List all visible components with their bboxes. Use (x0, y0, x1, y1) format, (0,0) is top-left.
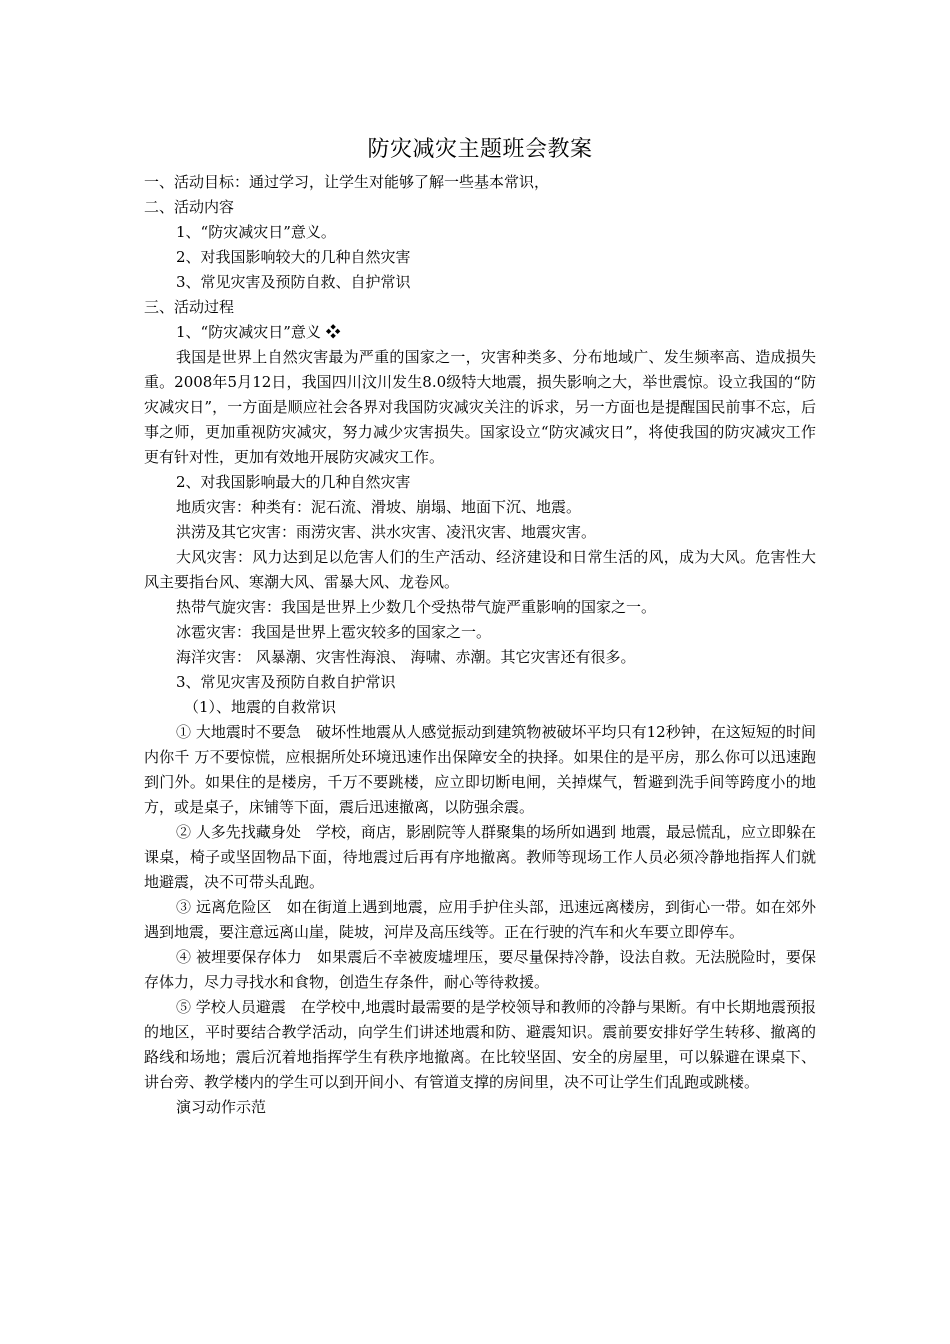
paragraph: 演习动作示范 (176, 1098, 267, 1116)
paragraph: 一、活动目标：通过学习，让学生对能够了解一些基本常识， (144, 173, 550, 191)
paragraph: ⑤ 学校人员避震 在学校中,地震时最需要的是学校领导和教师的冷静与果断。有中长期地震预报的地区，平时要结合教学活动，向学生们讲述地震和防、避震知识。震前要安排好学生转移、撤离的路线和场地；震后沉着地指挥学生有秩序地撤离。在比较坚固、安全的房屋里，可以躲避在课桌下、讲台旁、教学楼内的学生可以到开间小、有管道支撑的房间里，决不可让学生们乱跑或跳楼。 (144, 998, 816, 1091)
paragraph: 海洋灾害： 风暴潮、灾害性海浪、 海啸、赤潮。其它灾害还有很多。 (176, 648, 636, 666)
paragraph-list (144, 170, 816, 1120)
paragraph: 洪涝及其它灾害：雨涝灾害、洪水灾害、凌汛灾害、地震灾害。 (176, 523, 597, 541)
paragraph: 2、对我国影响最大的几种自然灾害 (176, 473, 411, 491)
document-body (144, 132, 816, 1120)
paragraph: 二、活动内容 (144, 198, 235, 216)
page-title: 防灾减灾主题班会教案 (367, 137, 593, 162)
paragraph: 1、“防灾减灾日”意义。 (176, 223, 336, 241)
paragraph: ④ 被埋要保存体力 如果震后不幸被废墟埋压，要尽量保持冷静，设法自救。无法脱险时，要保存体力，尽力寻找水和食物，创造生存条件，耐心等待救援。 (144, 948, 816, 991)
paragraph: （1）、地震的自救常识 (184, 698, 337, 716)
paragraph: 1、“防灾减灾日”意义 ❖ (176, 323, 341, 341)
paragraph: 大风灾害：风力达到足以危害人们的生产活动、经济建设和日常生活的风，成为大风。危害性大风主要指台风、寒潮大风、雷暴大风、龙卷风。 (144, 548, 816, 591)
paragraph: 2、对我国影响较大的几种自然灾害 (176, 248, 411, 266)
paragraph: 3、常见灾害及预防自救自护常识 (176, 673, 396, 691)
paragraph: ① 大地震时不要急 破坏性地震从人感觉振动到建筑物被破坏平均只有12秒钟，在这短短的时间内你千 万不要惊慌，应根据所处环境迅速作出保障安全的抉择。如果住的是平房，那么你可以迅速跑到门外。如果住的是楼房，千万不要跳楼，应立即切断电闸，关掉煤气，暂避到洗手间等跨度小的地方，或是桌子，床铺等下面，震后迅速撤离，以防强余震。 (144, 723, 816, 816)
paragraph: 冰雹灾害：我国是世界上雹灾较多的国家之一。 (176, 623, 492, 641)
paragraph: 我国是世界上自然灾害最为严重的国家之一，灾害种类多、分布地域广、发生频率高、造成损失重。2008年5月12日，我国四川汶川发生8.0级特大地震，损失影响之大，举世震惊。设立我国的“防灾减灾日”，一方面是顺应社会各界对我国防灾减灾关注的诉求，另一方面也是提醒国民前事不忘，后事之师，更加重视防灾减灾，努力减少灾害损失。国家设立“防灾减灾日”，将使我国的防灾减灾工作更有针对性，更加有效地开展防灾减灾工作。 (144, 348, 816, 466)
paragraph: 3、常见灾害及预防自救、自护常识 (176, 273, 411, 291)
paragraph: ③ 远离危险区 如在街道上遇到地震，应用手护住头部，迅速远离楼房，到街心一带。如在郊外遇到地震，要注意远离山崖，陡坡，河岸及高压线等。正在行驶的汽车和火车要立即停车。 (144, 898, 816, 941)
paragraph: ② 人多先找藏身处 学校，商店，影剧院等人群聚集的场所如遇到 地震，最忌慌乱，应立即躲在课桌，椅子或坚固物品下面，待地震过后再有序地撤离。教师等现场工作人员必须冷静地指挥人们就地避震，决不可带头乱跑。 (144, 823, 816, 891)
paragraph: 地质灾害：种类有：泥石流、滑坡、崩塌、地面下沉、地震。 (176, 498, 582, 516)
paragraph: 三、活动过程 (144, 298, 235, 316)
paragraph: 热带气旋灾害：我国是世界上少数几个受热带气旋严重影响的国家之一。 (176, 598, 657, 616)
